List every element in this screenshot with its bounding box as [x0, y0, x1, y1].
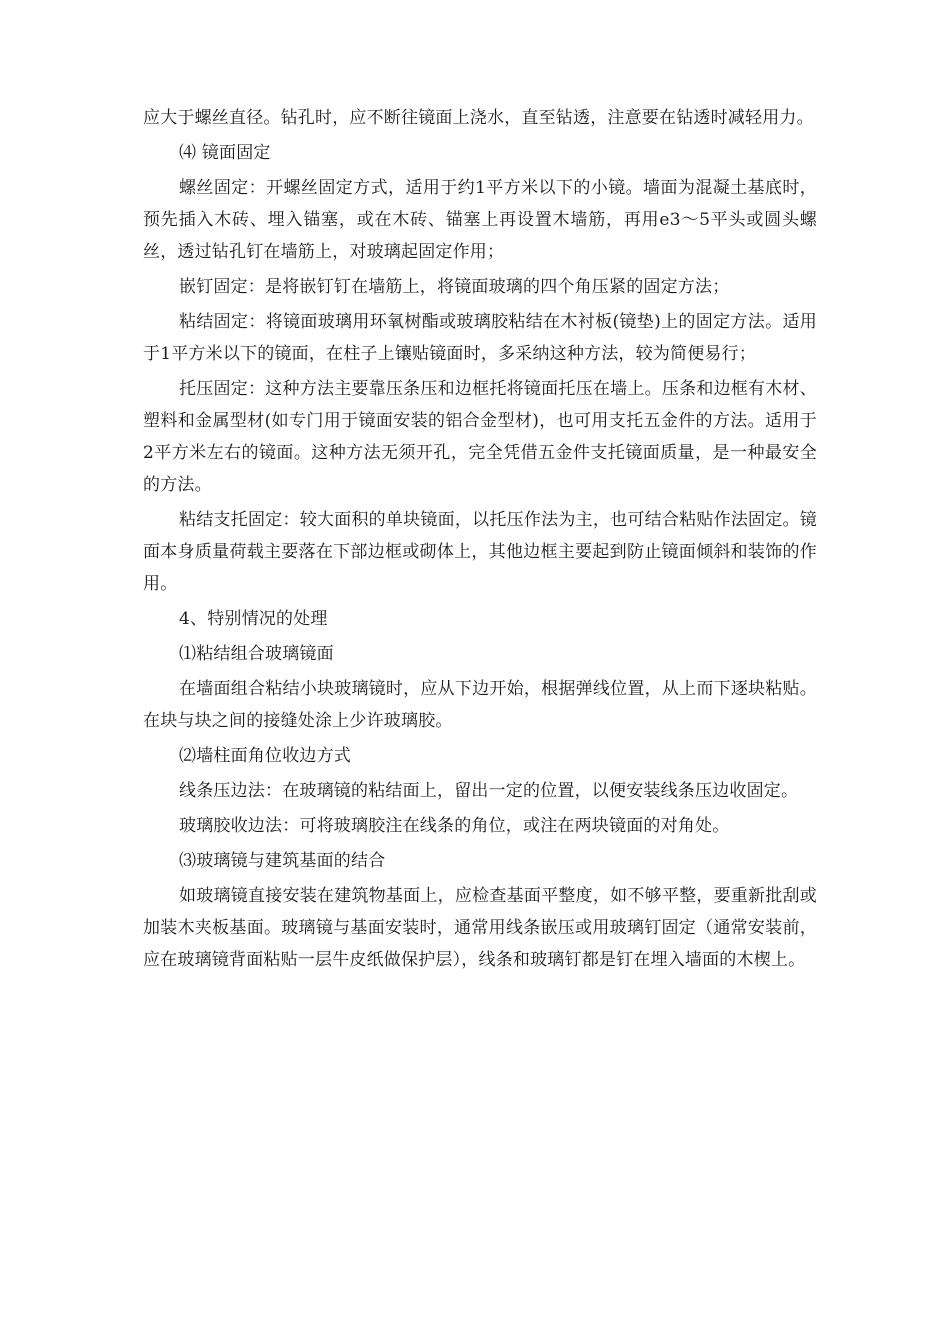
paragraph-nail-fixing: 嵌钉固定：是将嵌钉钉在墙筋上，将镜面玻璃的四个角压紧的固定方法； — [179, 277, 730, 297]
paragraph-screw-fixing: 螺丝固定：开螺丝固定方式，适用于约1平方米以下的小镜。墙面为混凝土基底时，预先插入木砖、埋入锚塞，或在木砖、锚塞上再设置木墙筋，再用e3〜5平头或圆头螺丝，透过钻孔钉在墙筋上，对玻璃起固定作用； — [143, 178, 817, 262]
heading-mirror-fixing: ⑷ 镜面固定 — [179, 143, 271, 163]
subheading-bonded-combination: ⑴粘结组合玻璃镜面 — [179, 644, 334, 664]
paragraph-press-support-fixing: 托压固定：这种方法主要靠压条压和边框托将镜面托压在墙上。压条和边框有木材、塑料和金属型材(如专门用于镜面安装的铝合金型材)，也可用支托五金件的方法。适用于2平方米左右的镜面。这种方法无须开孔，完全凭借五金件支托镜面质量，是一种最安全的方法。 — [143, 379, 817, 495]
paragraph-bonded-combination: 在墙面组合粘结小块玻璃镜时，应从下边开始，根据弹线位置，从上而下逐块粘贴。在块与块之间的接缝处涂上少许玻璃胶。 — [143, 679, 817, 731]
document-body — [143, 102, 817, 976]
heading-special-cases: 4、特别情况的处理 — [179, 609, 328, 629]
paragraph-strip-edging: 线条压边法：在玻璃镜的粘结面上，留出一定的位置，以便安装线条压边收固定。 — [179, 781, 799, 801]
paragraph-screw-diameter: 应大于螺丝直径。钻孔时，应不断往镜面上浇水，直至钻透，注意要在钻透时减轻用力。 — [143, 108, 814, 128]
paragraph-adhesive-fixing: 粘结固定：将镜面玻璃用环氧树酯或玻璃胶粘结在木衬板(镜垫)上的固定方法。适用于1平方米以下的镜面，在柱子上镶贴镜面时，多采纳这种方法，较为简便易行； — [143, 312, 817, 364]
subheading-base-surface: ⑶玻璃镜与建筑基面的结合 — [179, 851, 386, 871]
paragraph-adhesive-support-fixing: 粘结支托固定：较大面积的单块镜面，以托压作法为主，也可结合粘贴作法固定。镜面本身质量荷载主要落在下部边框或砌体上，其他边框主要起到防止镜面倾斜和装饰的作用。 — [143, 510, 817, 594]
subheading-corner-edging: ⑵墙柱面角位收边方式 — [179, 746, 351, 766]
paragraph-glue-edging: 玻璃胶收边法：可将玻璃胶注在线条的角位，或注在两块镜面的对角处。 — [179, 816, 730, 836]
paragraph-base-surface: 如玻璃镜直接安装在建筑物基面上，应检查基面平整度，如不够平整，要重新批刮或加装木夹板基面。玻璃镜与基面安装时，通常用线条嵌压或用玻璃钉固定（通常安装前，应在玻璃镜背面粘贴一层牛皮纸做保护层），线条和玻璃钉都是钉在埋入墙面的木楔上。 — [143, 886, 817, 970]
